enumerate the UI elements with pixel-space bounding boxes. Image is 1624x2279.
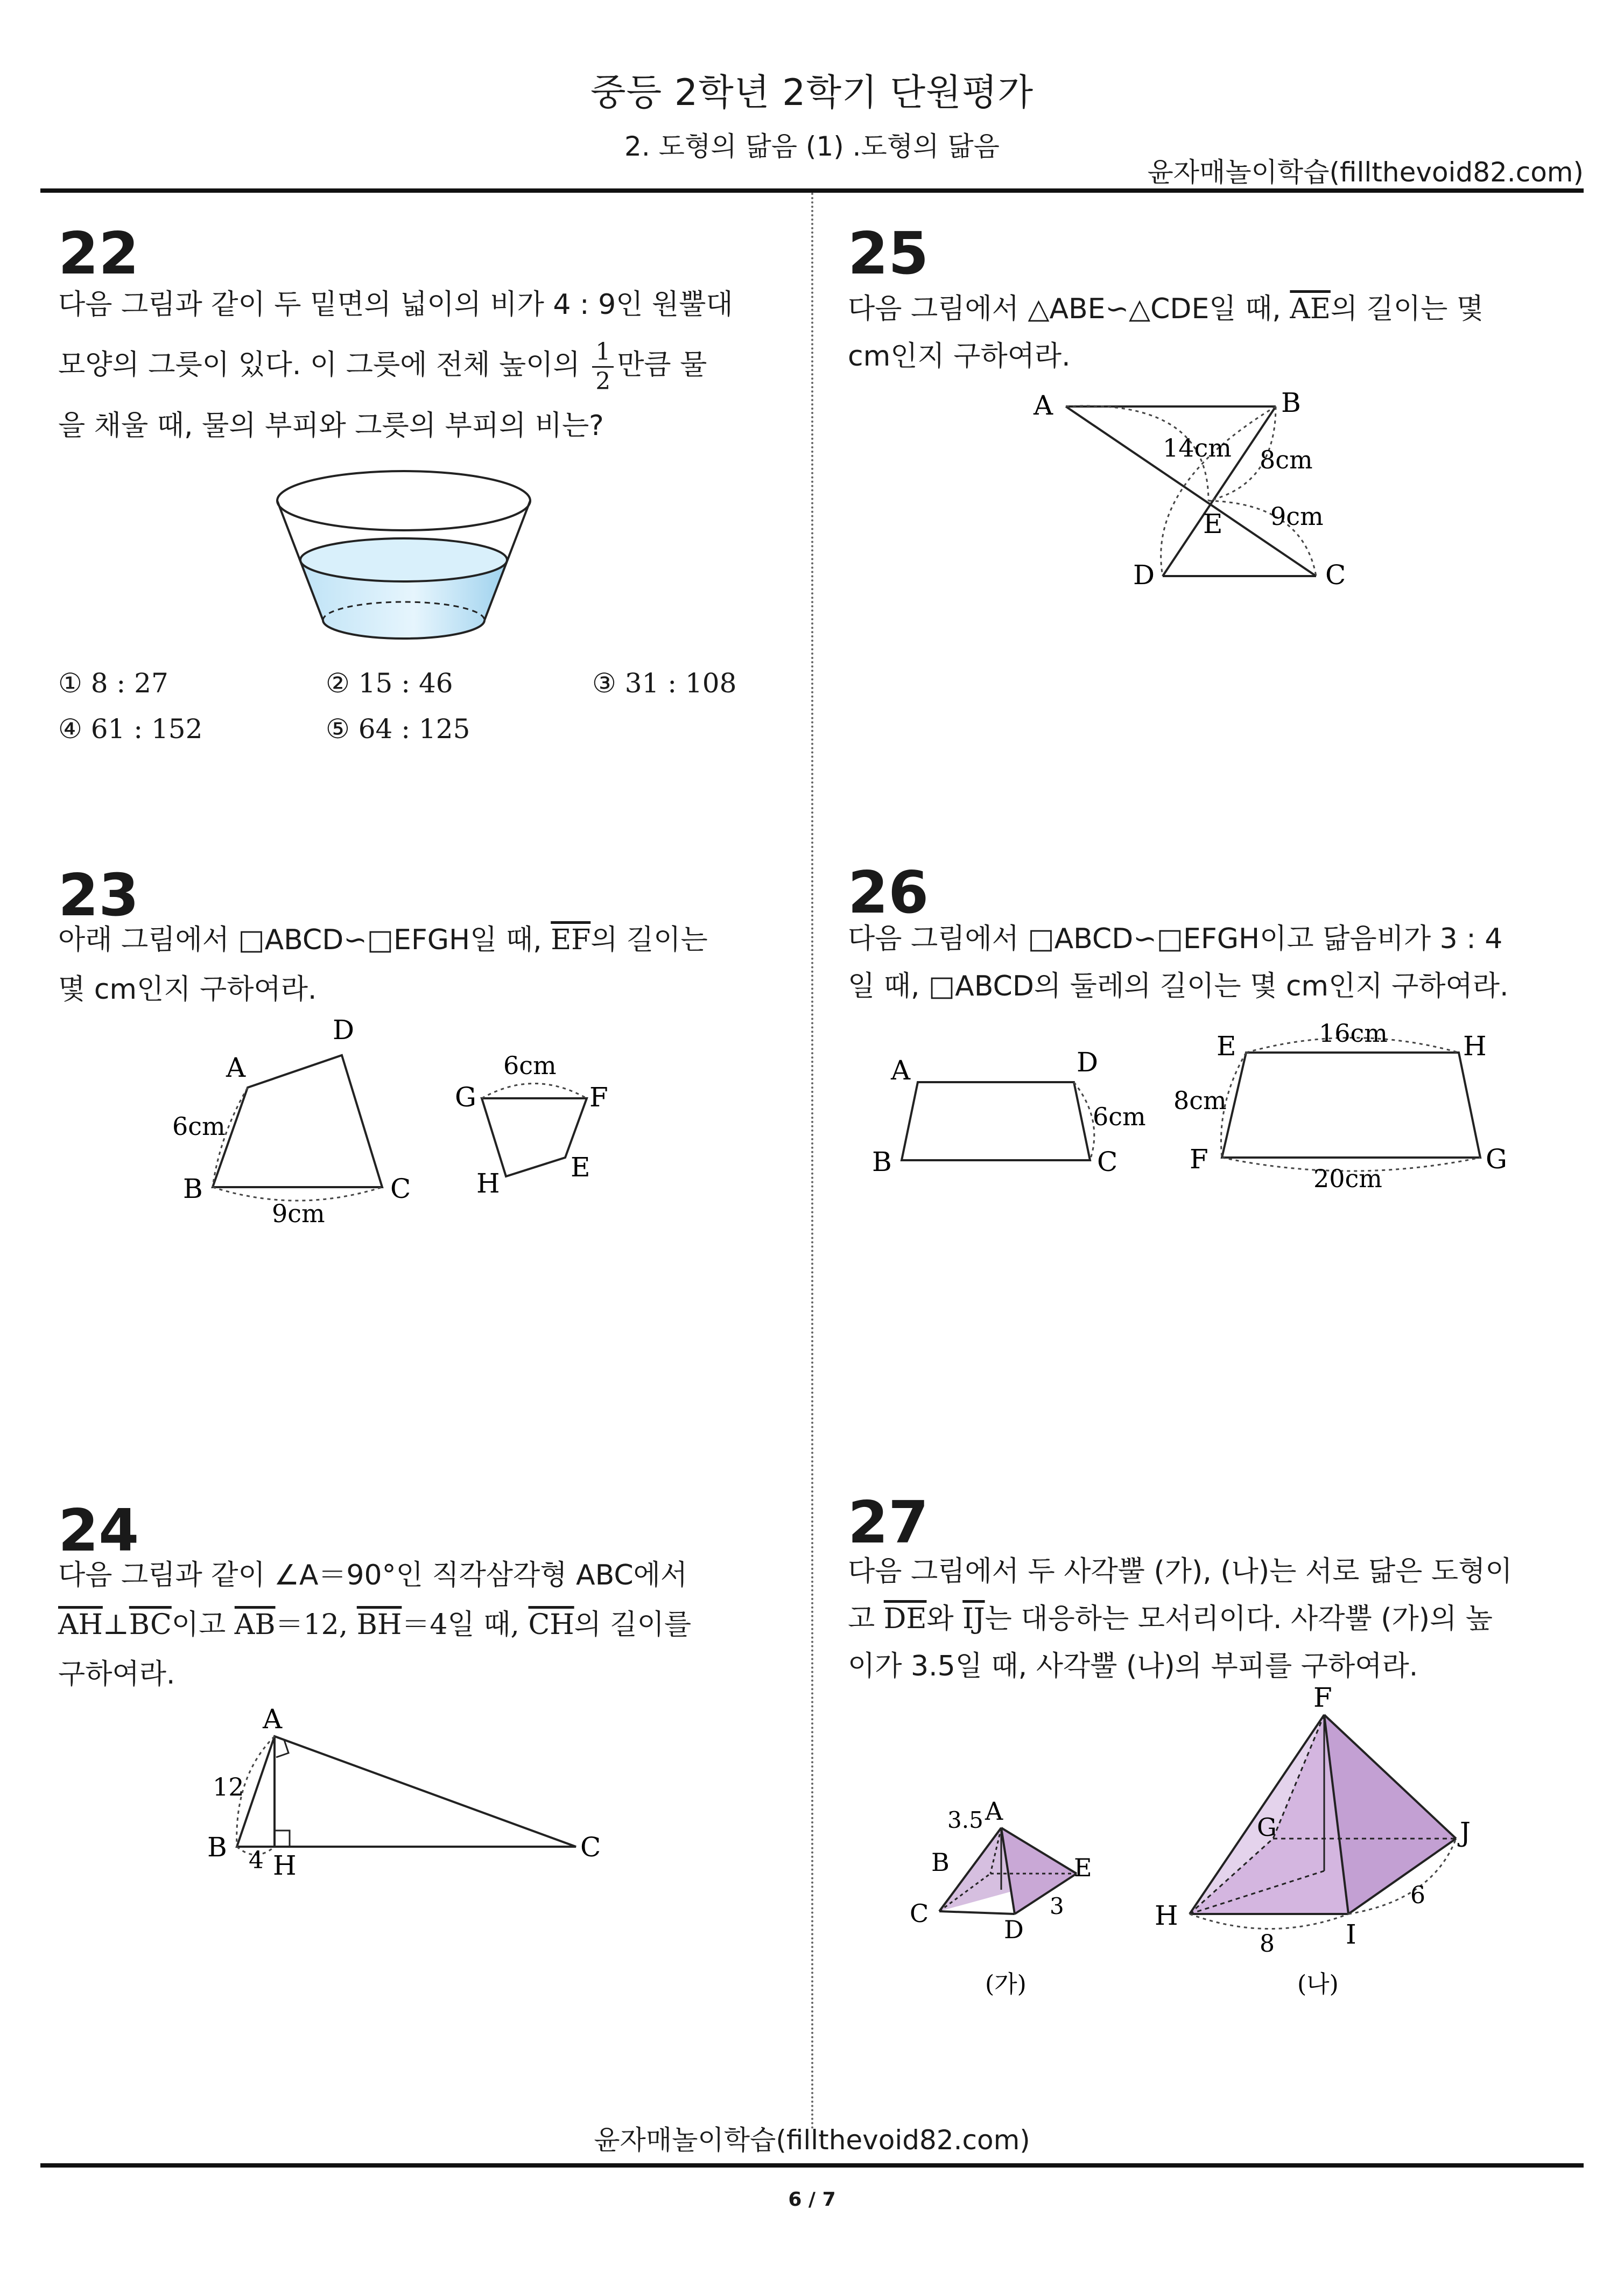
svg-text:F: F	[1190, 1144, 1208, 1175]
q23-quadrilaterals-figure	[161, 1012, 673, 1238]
choice-2[interactable]: ② 15 : 46	[326, 668, 453, 699]
q26-trapezoids-figure	[861, 1023, 1550, 1206]
choice-3[interactable]: ③ 31 : 108	[592, 668, 737, 699]
question-22-text	[58, 275, 753, 456]
svg-text:8cm: 8cm	[1260, 445, 1313, 474]
question-22-number: 22	[58, 220, 139, 287]
svg-text:9cm: 9cm	[272, 1199, 325, 1228]
svg-text:F: F	[1313, 1685, 1332, 1713]
svg-text:6: 6	[1410, 1882, 1425, 1909]
footer-rule	[40, 2163, 1584, 2168]
svg-text:C: C	[910, 1899, 929, 1928]
svg-text:6cm: 6cm	[503, 1051, 557, 1080]
question-27-text: 다음 그림에서 두 사각뿔 (가), (나)는 서로 닮은 도형이 고 $\overline{DE}$와 $\overline{IJ}$는 대응하는 모서리이다. 사각뿔 (가)의 높 이가 3.5일 때, 사각뿔 (나)의 부피를 구하여라.	[848, 1555, 1513, 1682]
frustum-bowl-figure	[269, 463, 538, 646]
question-25-number: 25	[848, 220, 929, 287]
question-23-number: 23	[58, 862, 139, 929]
svg-text:D: D	[1133, 559, 1155, 591]
svg-text:A: A	[226, 1052, 246, 1083]
svg-text:C: C	[1097, 1146, 1118, 1177]
svg-text:H: H	[476, 1168, 500, 1199]
svg-text:E: E	[571, 1152, 590, 1183]
svg-text:(나): (나)	[1297, 1971, 1339, 1998]
q27-pyramids-figure	[872, 1685, 1550, 2019]
question-25-text: 다음 그림에서 △ABE∽△CDE일 때, $\overline{AE}$의 길이는 몇 cm인지 구하여라.	[848, 293, 1484, 373]
svg-text:6cm: 6cm	[172, 1112, 226, 1141]
choice-5[interactable]: ⑤ 64 : 125	[326, 713, 470, 745]
footer-site-credit: 윤자매놀이학습(fillthevoid82.com)	[594, 2124, 1030, 2156]
svg-text:3.5: 3.5	[947, 1807, 983, 1833]
question-24-text: 다음 그림과 같이 ∠A＝90°인 직각삼각형 ABC에서 $\overline{AH}\perp\overline{BC}$이고 $\overline{AB}=12$, $\overline{BH}=4$일 때, $\overline{CH}$의 길이를 구하여라.	[58, 1559, 692, 1691]
q22-line1: 다음 그림과 같이 두 밑면의 넓이의 비가 4 : 9인 원뿔대	[58, 289, 733, 321]
page-subtitle: 2. 도형의 닮음 (1) .도형의 닮음	[624, 131, 1000, 162]
svg-text:D: D	[333, 1014, 355, 1046]
q24-right-triangle-figure	[199, 1701, 630, 1884]
site-credit: 윤자매놀이학습(fillthevoid82.com)	[1147, 157, 1584, 188]
svg-text:J: J	[1460, 1817, 1471, 1848]
svg-text:G: G	[455, 1082, 476, 1113]
svg-text:G: G	[1257, 1813, 1277, 1842]
question-27-number: 27	[848, 1489, 929, 1556]
svg-text:I: I	[1346, 1919, 1356, 1950]
column-divider	[811, 193, 813, 2131]
svg-text:A: A	[263, 1703, 283, 1735]
q22-line3: 을 채울 때, 물의 부피와 그릇의 부피의 비는?	[58, 409, 604, 442]
svg-text:E: E	[1203, 508, 1223, 539]
svg-text:B: B	[183, 1173, 203, 1204]
svg-text:C: C	[580, 1832, 601, 1863]
svg-text:H: H	[1155, 1900, 1178, 1931]
page-number: 6 / 7	[788, 2189, 836, 2211]
svg-text:A: A	[1034, 390, 1053, 421]
page-title: 중등 2학년 2학기 단원평가	[590, 72, 1034, 114]
svg-text:8cm: 8cm	[1173, 1086, 1227, 1115]
svg-text:4: 4	[249, 1847, 264, 1874]
svg-text:(가): (가)	[985, 1971, 1027, 1998]
svg-text:D: D	[1004, 1915, 1024, 1944]
svg-text:14cm: 14cm	[1163, 433, 1232, 462]
choice-4[interactable]: ④ 61 : 152	[58, 713, 203, 745]
q25-crossed-triangles-figure	[1023, 377, 1400, 603]
svg-text:12: 12	[213, 1772, 244, 1801]
fraction-one-half: $\frac{1}{2}$	[592, 338, 614, 396]
svg-text:3: 3	[1050, 1893, 1064, 1919]
svg-text:G: G	[1486, 1144, 1507, 1175]
svg-text:C: C	[390, 1173, 411, 1204]
svg-text:8: 8	[1260, 1930, 1275, 1958]
svg-text:D: D	[1077, 1047, 1099, 1078]
question-26-text: 다음 그림에서 □ABCD∽□EFGH이고 닮음비가 3 : 4 일 때, □ABCD의 둘레의 길이는 몇 cm인지 구하여라.	[848, 923, 1509, 1002]
svg-text:H: H	[1463, 1030, 1487, 1062]
svg-text:E: E	[1074, 1853, 1092, 1882]
svg-text:A: A	[985, 1797, 1003, 1826]
svg-text:B: B	[931, 1848, 950, 1877]
svg-text:20cm: 20cm	[1313, 1164, 1382, 1193]
svg-text:C: C	[1325, 559, 1346, 591]
svg-text:B: B	[872, 1146, 892, 1177]
svg-text:B: B	[1281, 387, 1301, 418]
svg-text:A: A	[891, 1055, 911, 1086]
question-23-text: 아래 그림에서 □ABCD∽□EFGH일 때, $\overline{EF}$의 길이는 몇 cm인지 구하여라.	[58, 924, 708, 1006]
svg-text:B: B	[207, 1832, 227, 1863]
svg-text:H: H	[273, 1850, 297, 1881]
question-26-number: 26	[848, 859, 929, 927]
question-24-number: 24	[58, 1497, 139, 1565]
svg-text:E: E	[1217, 1030, 1236, 1062]
svg-text:16cm: 16cm	[1319, 1023, 1388, 1048]
header-rule	[40, 188, 1584, 193]
q22-line2: 모양의 그릇이 있다. 이 그릇에 전체 높이의 $\frac{1}{2}$ 만큼 물	[58, 338, 707, 395]
svg-text:F: F	[589, 1082, 608, 1113]
svg-text:9cm: 9cm	[1270, 502, 1324, 531]
choice-1[interactable]: ① 8 : 27	[58, 668, 168, 699]
svg-text:6cm: 6cm	[1093, 1102, 1146, 1131]
